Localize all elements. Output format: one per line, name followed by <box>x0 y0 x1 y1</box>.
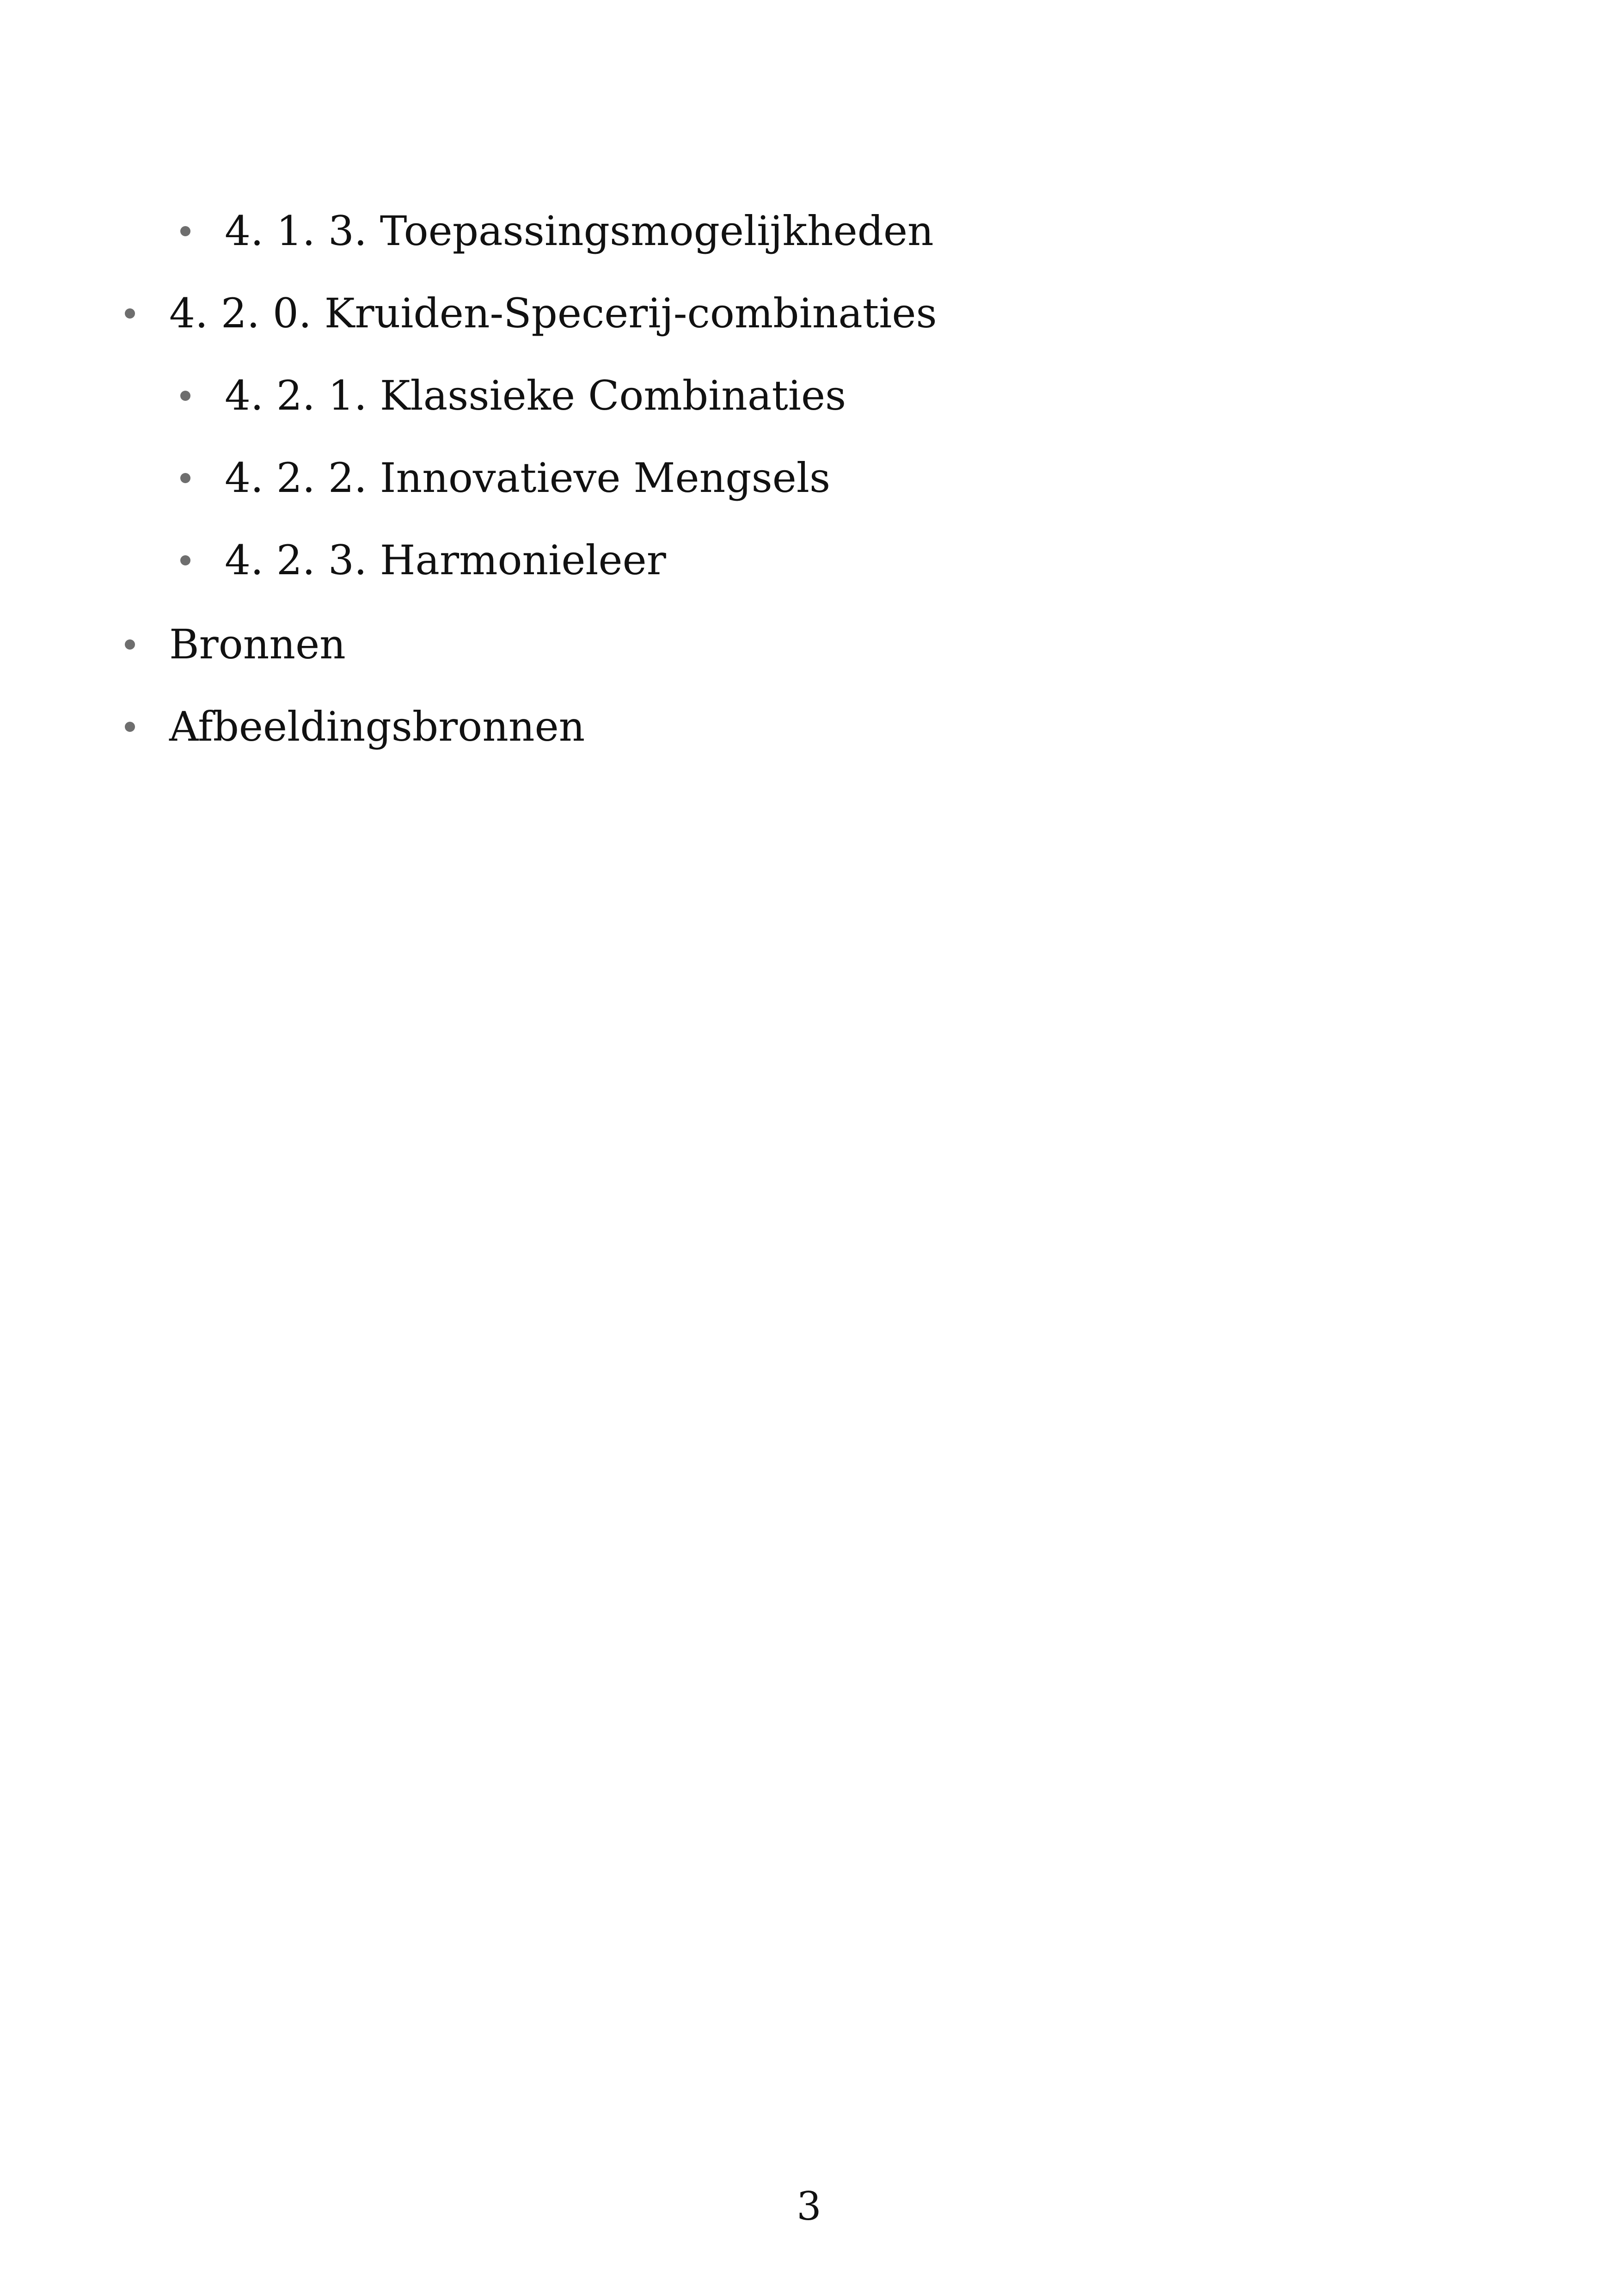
bullet-icon <box>180 555 190 565</box>
bullet-icon <box>180 391 190 401</box>
toc-item-label: 4. 1. 3. Toepassingsmogelijkheden <box>225 207 934 255</box>
toc-item-label: 4. 2. 3. Harmonieleer <box>225 536 666 584</box>
bullet-icon <box>125 639 135 650</box>
toc-item-label: 4. 2. 0. Kruiden-Specerij-combinaties <box>169 289 937 337</box>
toc-item-label: 4. 2. 2. Innovatieve Mengsels <box>225 454 831 502</box>
toc-item-label: Afbeeldingsbronnen <box>169 703 585 750</box>
toc-item-label: 4. 2. 1. Klassieke Combinaties <box>225 372 846 419</box>
toc-item[interactable] <box>180 533 666 588</box>
toc-item[interactable] <box>125 617 346 672</box>
toc-item[interactable] <box>180 368 846 424</box>
toc-item-label: Bronnen <box>169 620 346 668</box>
toc-item[interactable] <box>180 203 934 259</box>
page-number: 3 <box>797 2184 821 2229</box>
bullet-icon <box>125 308 135 319</box>
bullet-icon <box>125 722 135 732</box>
toc-item[interactable] <box>125 699 585 755</box>
bullet-icon <box>180 473 190 483</box>
toc-item[interactable] <box>125 286 937 341</box>
toc-item[interactable] <box>180 450 830 506</box>
bullet-icon <box>180 226 190 236</box>
